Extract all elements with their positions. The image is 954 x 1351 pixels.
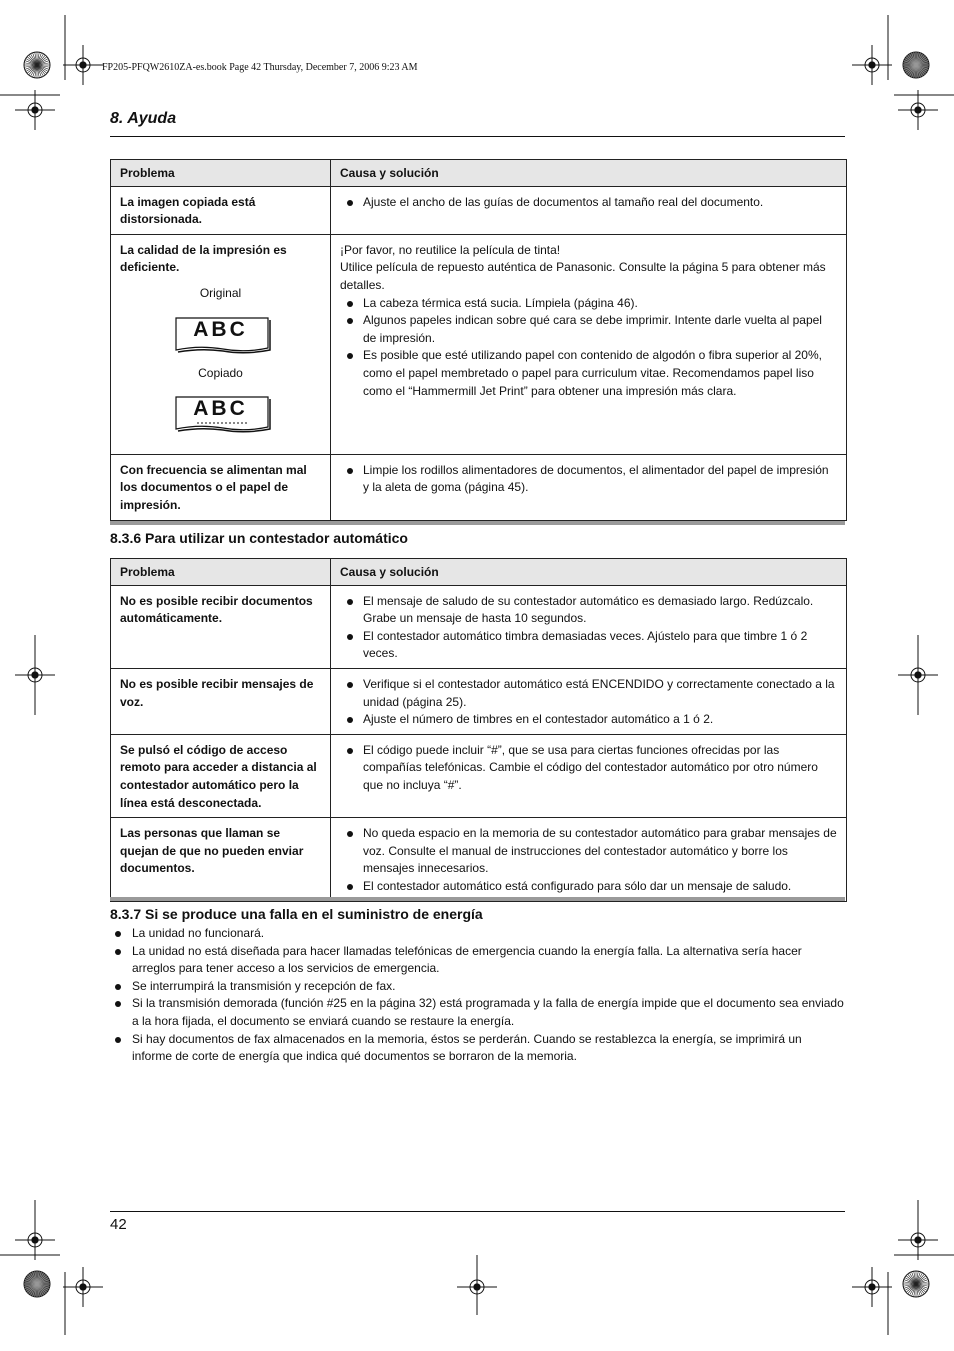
table-row xyxy=(111,734,847,817)
subsection-title-836: 8.3.6 Para utilizar un contestador automático xyxy=(110,530,408,546)
solution-bullet: El código puede incluir “#”, que se usa para ciertas funciones ofrecidas por las compañías telefónicas. Cambie el código del contestador automático por otro número que no incluya “#”. xyxy=(340,742,837,795)
table-row xyxy=(111,454,847,520)
problem-cell: Con frecuencia se alimentan mal los documentos o el papel de impresión. xyxy=(111,454,331,520)
table-row xyxy=(111,234,847,454)
subsection-title-837: 8.3.7 Si se produce una falla en el suministro de energía xyxy=(110,906,483,922)
original-label: Original xyxy=(199,285,242,300)
solution-bullet: El contestador automático está configurado para sólo dar un mensaje de saludo. xyxy=(340,878,837,896)
answering-machine-table xyxy=(110,558,847,902)
original-sample-illustration xyxy=(175,317,267,351)
solution-cell xyxy=(331,186,847,234)
solution-bullet: Ajuste el número de timbres en el contestador automático a 1 ó 2. xyxy=(340,711,837,729)
table-row xyxy=(111,585,847,668)
crosshair-icon xyxy=(898,655,938,695)
print-quality-table xyxy=(110,159,847,521)
table-header-row xyxy=(111,160,847,187)
section-bar xyxy=(110,521,845,525)
solution-bullet: Algunos papeles indican sobre qué cara se debe imprimir. Intente darle vuelta al papel de impresión. xyxy=(340,312,837,347)
list-item: Si hay documentos de fax almacenados en la memoria, éstos se perderán. Cuando se restablezca la energía, se imprimirá un informe de corte de energía que indica qué documentos se borraron de la memoria. xyxy=(110,1031,845,1066)
solution-bullet: No queda espacio en la memoria de su contestador automático para grabar mensajes de voz. Consulte el manual de instrucciones del contestador automático y borre los mensajes innecesarios. xyxy=(340,825,837,878)
page-number: 42 xyxy=(110,1216,127,1233)
solution-cell xyxy=(331,734,847,817)
crosshair-icon xyxy=(852,45,892,85)
list-item: La unidad no funcionará. xyxy=(110,925,845,943)
table-header-row xyxy=(111,559,847,586)
color-target-icon xyxy=(24,1271,50,1297)
section-heading: 8. Ayuda xyxy=(110,110,177,127)
header-rule xyxy=(110,136,845,137)
solution-bullet: Verifique si el contestador automático está ENCENDIDO y correctamente conectado a la unidad (página 25). xyxy=(340,676,837,711)
solution-cell xyxy=(331,585,847,668)
solution-cell xyxy=(331,818,847,901)
list-item: Se interrumpirá la transmisión y recepción de fax. xyxy=(110,978,845,996)
crosshair-icon xyxy=(15,655,55,695)
solution-bullet: El contestador automático timbra demasiadas veces. Ajústelo para que timbre 1 ó 2 veces. xyxy=(340,628,837,663)
section-bar xyxy=(110,897,845,901)
crosshair-icon xyxy=(898,1220,938,1260)
problem-cell: La imagen copiada está distorsionada. xyxy=(111,186,331,234)
original-sample-text: ABC xyxy=(193,317,248,341)
solution-bullet: La cabeza térmica está sucia. Límpiela (página 46). xyxy=(340,295,837,313)
copied-sample-illustration xyxy=(175,396,267,430)
crosshair-icon xyxy=(852,1267,892,1307)
copied-label: Copiado xyxy=(198,365,243,380)
color-target-icon xyxy=(903,52,929,78)
crosshair-icon xyxy=(457,1267,497,1307)
list-item: La unidad no está diseñada para hacer llamadas telefónicas de emergencia cuando la energía falla. La alternativa sería hacer arreglos para tener acceso a los servicios de emergencia. xyxy=(110,943,845,978)
color-target-icon xyxy=(903,1271,929,1297)
solution-bullet: Ajuste el ancho de las guías de documentos al tamaño real del documento. xyxy=(340,194,837,212)
copied-sample-text: ABC xyxy=(193,397,248,421)
crosshair-icon xyxy=(15,90,55,130)
column-header-problem: Problema xyxy=(111,160,331,187)
problem-cell: No es posible recibir mensajes de voz. xyxy=(111,668,331,734)
problem-cell xyxy=(111,234,331,454)
solution-cell xyxy=(331,234,847,454)
table-row xyxy=(111,818,847,901)
problem-text: La calidad de la impresión es deficiente. xyxy=(120,242,287,275)
column-header-problem: Problema xyxy=(111,559,331,586)
solution-bullet: Es posible que esté utilizando papel con contenido de algodón o fibra superior al 20%, como el papel membretado o papel para curriculum vitae. Recomendamos papel liso como el “Hammermill Jet Print” para obtener una impresión más clara. xyxy=(340,347,837,400)
solution-cell xyxy=(331,668,847,734)
crosshair-icon xyxy=(63,45,103,85)
problem-cell: No es posible recibir documentos automáticamente. xyxy=(111,585,331,668)
column-header-solution: Causa y solución xyxy=(331,160,847,187)
power-failure-list xyxy=(110,925,845,1066)
table-row xyxy=(111,186,847,234)
crosshair-icon xyxy=(15,1220,55,1260)
solution-bullet: Limpie los rodillos alimentadores de documentos, el alimentador del papel de impresión y la aleta de goma (página 45). xyxy=(340,462,837,497)
color-target-icon xyxy=(24,52,50,78)
crosshair-icon xyxy=(63,1267,103,1307)
list-item: Si la transmisión demorada (función #25 en la página 32) está programada y la falla de energía impide que el documento sea enviado a la hora fijada, el documento se enviará cuando se restaure la energía. xyxy=(110,995,845,1030)
table-row xyxy=(111,668,847,734)
solution-note: Utilice película de repuesto auténtica de Panasonic. Consulte la página 5 para obtener más detalles. xyxy=(340,260,826,292)
book-file-info: FP205-PFQW2610ZA-es.book Page 42 Thursday, December 7, 2006 9:23 AM xyxy=(102,62,418,73)
solution-cell xyxy=(331,454,847,520)
column-header-solution: Causa y solución xyxy=(331,559,847,586)
solution-bullet: El mensaje de saludo de su contestador automático es demasiado largo. Redúzcalo. Grabe un mensaje de hasta 10 segundos. xyxy=(340,593,837,628)
footer-rule xyxy=(110,1211,845,1212)
crosshair-icon xyxy=(898,90,938,130)
problem-cell: Las personas que llaman se quejan de que no pueden enviar documentos. xyxy=(111,818,331,901)
solution-note: ¡Por favor, no reutilice la película de tinta! xyxy=(340,242,561,257)
problem-cell: Se pulsó el código de acceso remoto para acceder a distancia al contestador automático pero la línea está desconectada. xyxy=(111,734,331,817)
